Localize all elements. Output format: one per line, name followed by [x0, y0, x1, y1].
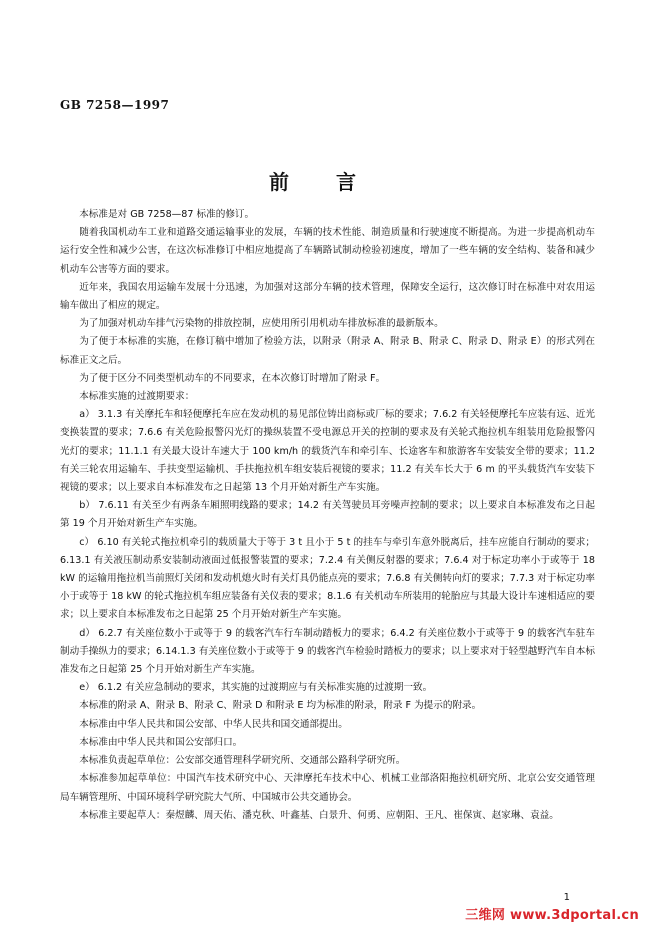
paragraph-background: 随着我国机动车工业和道路交通运输事业的发展，车辆的技术性能、制造质量和行驶速度不断提高。为进一步提高机动车运行安全性和减少公害，在这次标准修订中相应地提高了车辆路试制动检验初速度，增加了一些车辆的安全结构、装备和减少机动车公害等方面的要求。 — [60, 227, 595, 275]
standard-number: GB 7258—1997 — [60, 98, 170, 112]
paragraph-emissions: 为了加强对机动车排气污染物的排放控制，应使用所引用机动车排放标准的最新版本。 — [79, 318, 444, 330]
paragraph-appendix-f: 为了便于区分不同类型机动车的不同要求，在本次修订时增加了附录 F。 — [79, 372, 386, 384]
paragraph-drafters: 本标准主要起草人：秦煜麟、周天佑、潘克秋、叶鑫基、白景升、何勇、应朝阳、王凡、崔保寅、赵家琳、袁益。 — [79, 809, 559, 821]
paragraph-item-a: a） 3.1.3 有关摩托车和轻便摩托车应在发动机的易见部位铸出商标或厂标的要求；7.6.2 有关轻便摩托车应装有远、近光变换装置的要求；7.6.6 有关危险报警闪光灯的操纵装置不受电源总开关的控制的要求及有关轮式拖拉机车组装用危险报警闪光灯的要求；11.1.1 有关最大设计车速大于 100 km/h 的载货汽车和牵引车、长途客车和旅游客车安装安全带的要求；11.2 有关三轮农用运输车、手扶变型运输机、手扶拖拉机车组安装后视镜的要求；11.2 有关车长大于 6 m 的平头载货汽车安装下视镜的要求；以上要求自本标准发布之日起第 13 个月开始对新生产车实施。 — [60, 409, 595, 494]
paragraph-appendices: 本标准的附录 A、附录 B、附录 C、附录 D 和附录 E 均为标准的附录，附录 F 为提示的附录。 — [79, 700, 482, 712]
watermark-logo — [465, 904, 639, 923]
paragraph-test-methods: 为了便于本标准的实施，在修订稿中增加了检验方法，以附录（附录 A、附录 B、附录 C、附录 D、附录 E）的形式列在标准正文之后。 — [60, 336, 595, 366]
foreword-body — [60, 206, 595, 825]
paragraph-administered-by: 本标准由中华人民共和国公安部归口。 — [79, 736, 243, 748]
paragraph-participating-units: 本标准参加起草单位：中国汽车技术研究中心、天津摩托车技术中心、机械工业部洛阳拖拉机研究所、北京公安交通管理局车辆管理所、中国环境科学研究院大气所、中国城市公共交通协会。 — [60, 773, 595, 803]
paragraph-item-c: c） 6.10 有关轮式拖拉机牵引的载质量大于等于 3 t 且小于 5 t 的挂车与牵引车意外脱离后，挂车应能自行制动的要求；6.13.1 有关液压制动系安装制动液面过低报警装置的要求；7.2.4 有关侧反射器的要求；7.6.4 对于标定功率小于或等于 18 kW 的运输用拖拉机当前照灯关闭和发动机熄火时有关灯具仍能点亮的要求；7.6.8 有关侧转向灯的要求；7.7.3 对于标定功率小于或等于 18 kW 的轮式拖拉机车组应装备有关仪表的要求；8.1.6 有关机动车所装用的轮胎应与其最大设计车速相适应的要求；以上要求自本标准发布之日起第 25 个月开始对新生产车实施。 — [60, 536, 595, 621]
page-title: 前 言 — [269, 170, 376, 194]
paragraph-revision-note: 本标准是对 GB 7258—87 标准的修订。 — [79, 209, 255, 220]
watermark-url: www.3dportal.cn — [510, 908, 639, 923]
paragraph-transition-heading: 本标准实施的过渡期要求： — [79, 391, 195, 403]
page-number: 1 — [563, 892, 570, 903]
paragraph-item-b: b） 7.6.11 有关至少有两条车厢照明线路的要求；14.2 有关驾驶员耳旁噪声控制的要求；以上要求自本标准发布之日起第 19 个月开始对新生产车实施。 — [60, 500, 595, 530]
paragraph-agricultural-vehicles: 近年来，我国农用运输车发展十分迅速，为加强对这部分车辆的技术管理，保障安全运行，这次修订时在标准中对农用运输车做出了相应的规定。 — [60, 281, 595, 312]
watermark-site-name: 三维网 — [465, 908, 506, 923]
paragraph-proposed-by: 本标准由中华人民共和国公安部、中华人民共和国交通部提出。 — [79, 718, 348, 730]
paragraph-drafting-units: 本标准负责起草单位：公安部交通管理科学研究所、交通部公路科学研究所。 — [79, 755, 406, 767]
paragraph-item-d: d） 6.2.7 有关座位数小于或等于 9 的载客汽车行车制动踏板力的要求；6.4.2 有关座位数小于或等于 9 的载客汽车驻车制动手操纵力的要求；6.14.1.3 有关座位数小于或等于 9 的载客汽车检验时踏板力的要求；以上要求对于轻型越野汽车自本标准发布之日起第 25 个月开始对新生产车实施。 — [60, 627, 595, 676]
paragraph-item-e: e） 6.1.2 有关应急制动的要求，其实施的过渡期应与有关标准实施的过渡期一致。 — [79, 682, 433, 694]
